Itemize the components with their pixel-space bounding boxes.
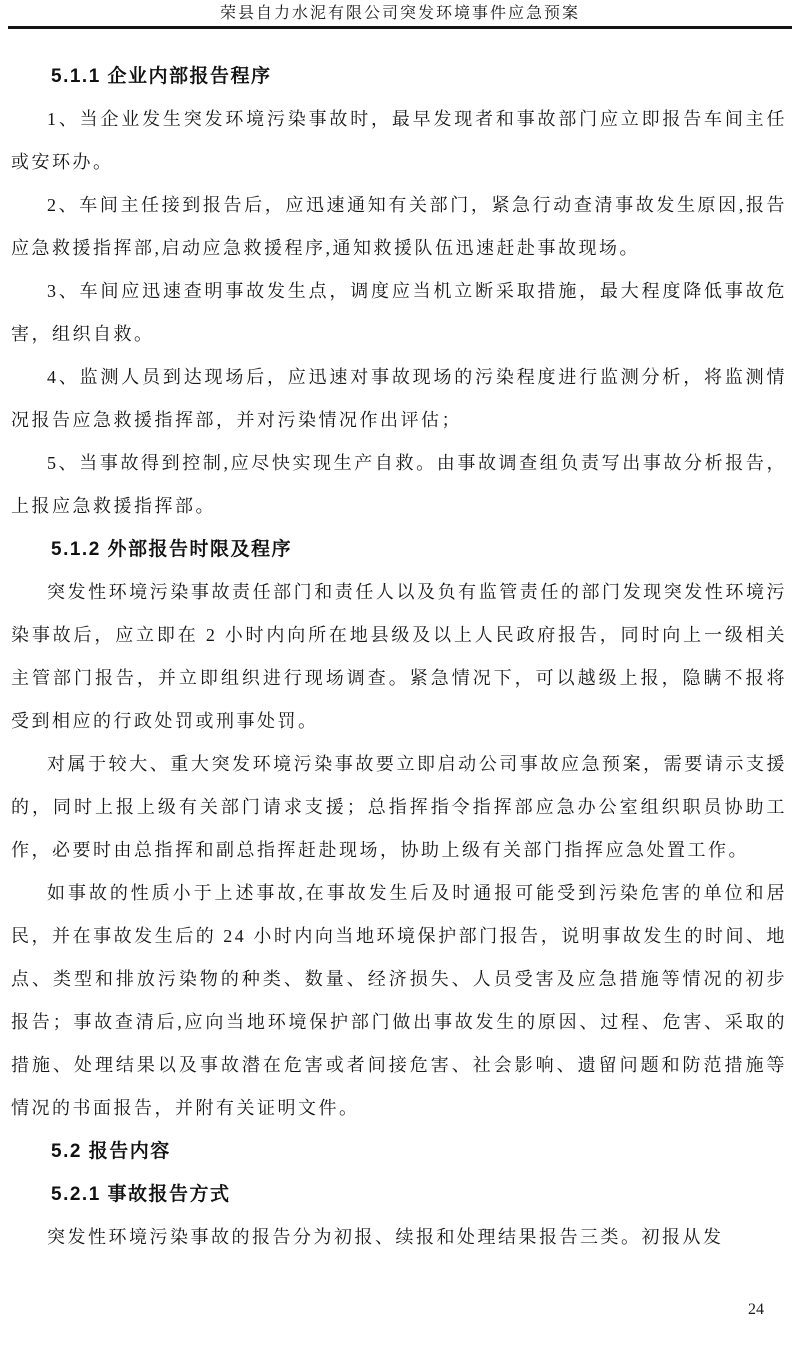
- para-minor-accident-procedure: 如事故的性质小于上述事故,在事故发生后及时通报可能受到污染危害的单位和居民，并在事故发生后的 24 小时内向当地环境保护部门报告，说明事故发生的时间、地点、类型和排放污染物的种类、数量、经济损失、人员受害及应急措施等情况的初步报告；事故查清后,应向当地环境保护部门做出事故发生的原因、过程、危害、采取的措施、处理结果以及事故潜在危害或者间接危害、社会影响、遗留问题和防范措施等情况的书面报告，并附有关证明文件。: [11, 883, 787, 1118]
- section-heading-5-2-1: 5.2.1 事故报告方式: [51, 1184, 231, 1205]
- para-external-report-deadline: 突发性环境污染事故责任部门和责任人以及负有监管责任的部门发现突发性环境污染事故后，应立即在 2 小时内向所在地县级及以上人民政府报告，同时向上一级相关主管部门报告，并立即组织进行现场调查。紧急情况下，可以越级上报，隐瞒不报将受到相应的行政处罚或刑事处罚。: [11, 582, 787, 731]
- header-divider: [8, 26, 792, 29]
- para-major-accident-procedure: 对属于较大、重大突发环境污染事故要立即启动公司事故应急预案，需要请示支援的，同时上报上级有关部门请求支援；总指挥指令指挥部应急办公室组织职员协助工作，必要时由总指挥和副总指挥赶赴现场，协助上级有关部门指挥应急处置工作。: [11, 754, 787, 860]
- section-heading-5-1-2: 5.1.2 外部报告时限及程序: [51, 539, 293, 560]
- para-internal-report-step-5: 5、当事故得到控制,应尽快实现生产自救。由事故调查组负责写出事故分析报告，上报应急救援指挥部。: [11, 453, 787, 516]
- section-heading-5-1-1: 5.1.1 企业内部报告程序: [51, 66, 272, 87]
- para-report-types: 突发性环境污染事故的报告分为初报、续报和处理结果报告三类。初报从发: [47, 1227, 724, 1247]
- para-internal-report-step-2: 2、车间主任接到报告后，应迅速通知有关部门，紧急行动查清事故发生原因,报告应急救援指挥部,启动应急救援程序,通知救援队伍迅速赶赴事故现场。: [11, 195, 787, 258]
- section-heading-5-2: 5.2 报告内容: [51, 1141, 171, 1162]
- header-title: 荣县自力水泥有限公司突发环境事件应急预案: [219, 5, 580, 22]
- para-internal-report-step-1: 1、当企业发生突发环境污染事故时，最早发现者和事故部门应立即报告车间主任或安环办。: [11, 109, 787, 172]
- para-internal-report-step-4: 4、监测人员到达现场后，应迅速对事故现场的污染程度进行监测分析，将监测情况报告应急救援指挥部，并对污染情况作出评估；: [11, 367, 787, 430]
- document-body: [11, 55, 787, 1259]
- page-number: 24: [748, 1301, 764, 1318]
- para-internal-report-step-3: 3、车间应迅速查明事故发生点，调度应当机立断采取措施，最大程度降低事故危害，组织自救。: [11, 281, 787, 344]
